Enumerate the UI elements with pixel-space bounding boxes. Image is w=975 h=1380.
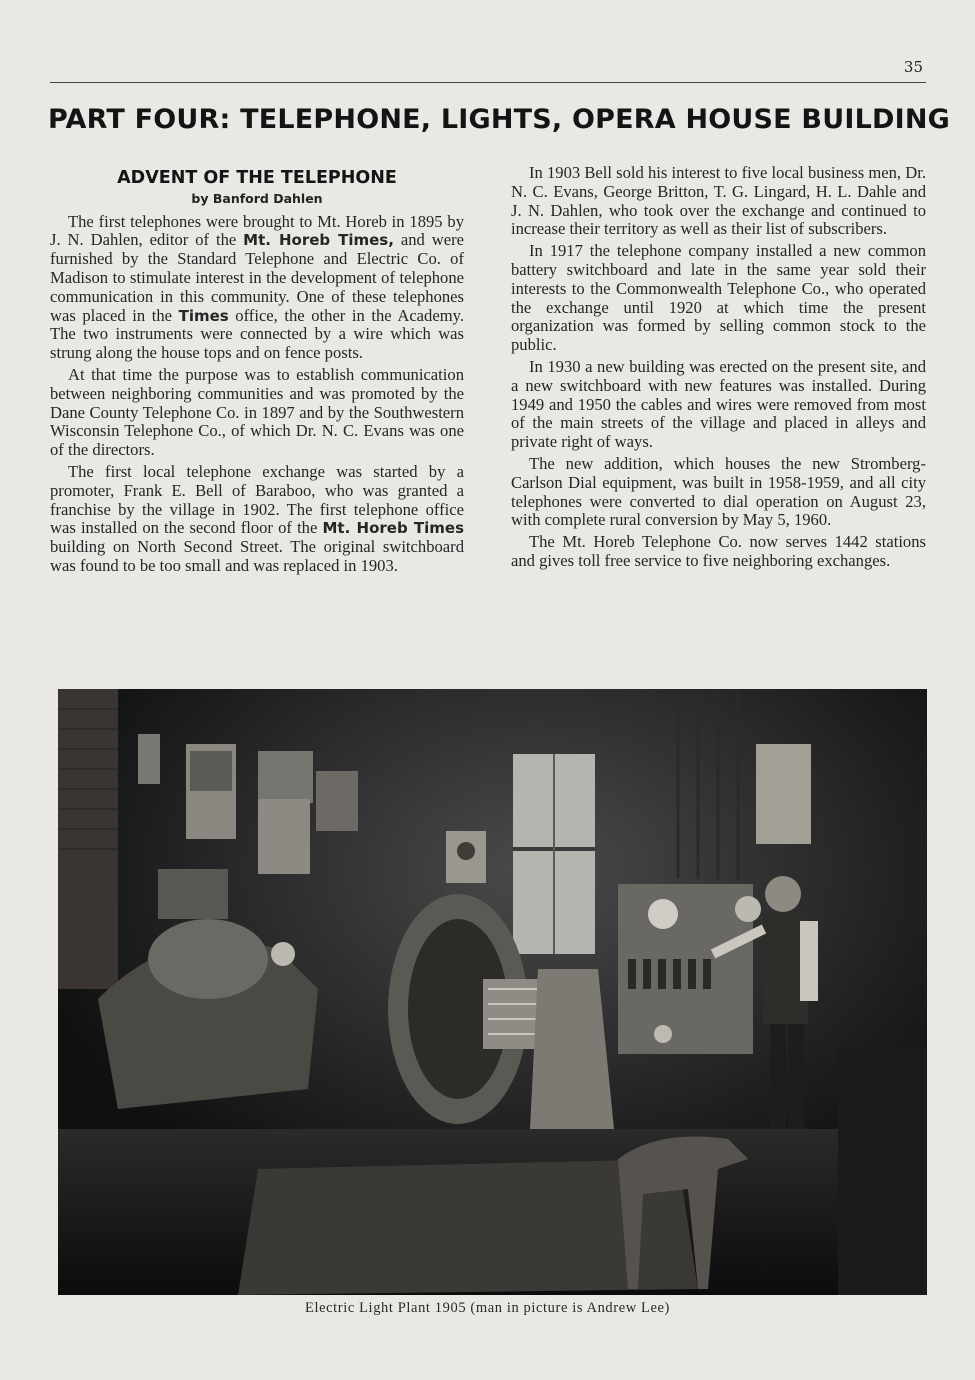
paragraph: The first local telephone exchange was started by a promoter, Frank E. Bell of Baraboo, who was granted a franchise by the village in 1902. The first telephone office was installed on the second floor of the Mt. Horeb Times building on North Second Street. The original switchboard was found to be too small and was replaced in 1903. [50,461,465,575]
page-number: 35 [903,58,923,76]
right-column [511,164,926,574]
paragraph: The new addition, which houses the new Stromberg-Carlson Dial equipment, was built in 1958-1959, and all city telephones were converted to dial operation on August 23, with complete rural conversion by May 5, 1960. [511,453,926,530]
newspaper-name: Times [178,306,229,325]
paragraph: At that time the purpose was to establish communication between neighboring communities and was promoted by the Dane County Telephone Co. in 1897 and by the Southwestern Wisconsin Telephone Co., of which Dr. N. C. Evans was one of the directors. [50,364,464,460]
photo-caption: Electric Light Plant 1905 (man in picture is Andrew Lee) [305,1300,670,1316]
historic-photo [58,689,927,1295]
header-rule [50,82,926,83]
byline: by Banford Dahlen [191,190,323,206]
left-column [50,166,464,579]
paragraph: In 1930 a new building was erected on the present site, and a new switchboard with new features was installed. During 1949 and 1950 the cables and wires were removed from most of the main streets of the village and placed in alleys and private right of ways. [511,356,926,452]
newspaper-name: Mt. Horeb Times [322,519,465,538]
paragraph: In 1903 Bell sold his interest to five local business men, Dr. N. C. Evans, George Britton, T. G. Lingard, H. L. Dahle and J. N. Dahlen, who took over the exchange and continued to increase their territory as well as their list of subscribers. [511,163,926,239]
section-heading: ADVENT OF THE TELEPHONE [117,168,397,188]
newspaper-name: Mt. Horeb Times, [243,231,394,250]
paragraph: The first telephones were brought to Mt. Horeb in 1895 by J. N. Dahlen, editor of the Mt. Horeb Times, and were furnished by the Standard Telephone and Electric Co. of Madison to stimulate interest in the development of telephone communication in this community. One of these telephones was placed in the Times office, the other in the Academy. The two instruments were connected by a wire which was strung along the house tops and on fence posts. [50,211,465,363]
page-title: PART FOUR: TELEPHONE, LIGHTS, OPERA HOUSE BUILDING [48,104,950,135]
paragraph: In 1917 the telephone company installed a new common battery switchboard and late in the same year sold their interests to the Commonwealth Telephone Co., who operated the exchange until 1920 at which time the present organization was formed by selling common stock to the public. [511,241,926,355]
paragraph: The Mt. Horeb Telephone Co. now serves 1442 stations and gives toll free service to five neighboring exchanges. [511,532,926,570]
